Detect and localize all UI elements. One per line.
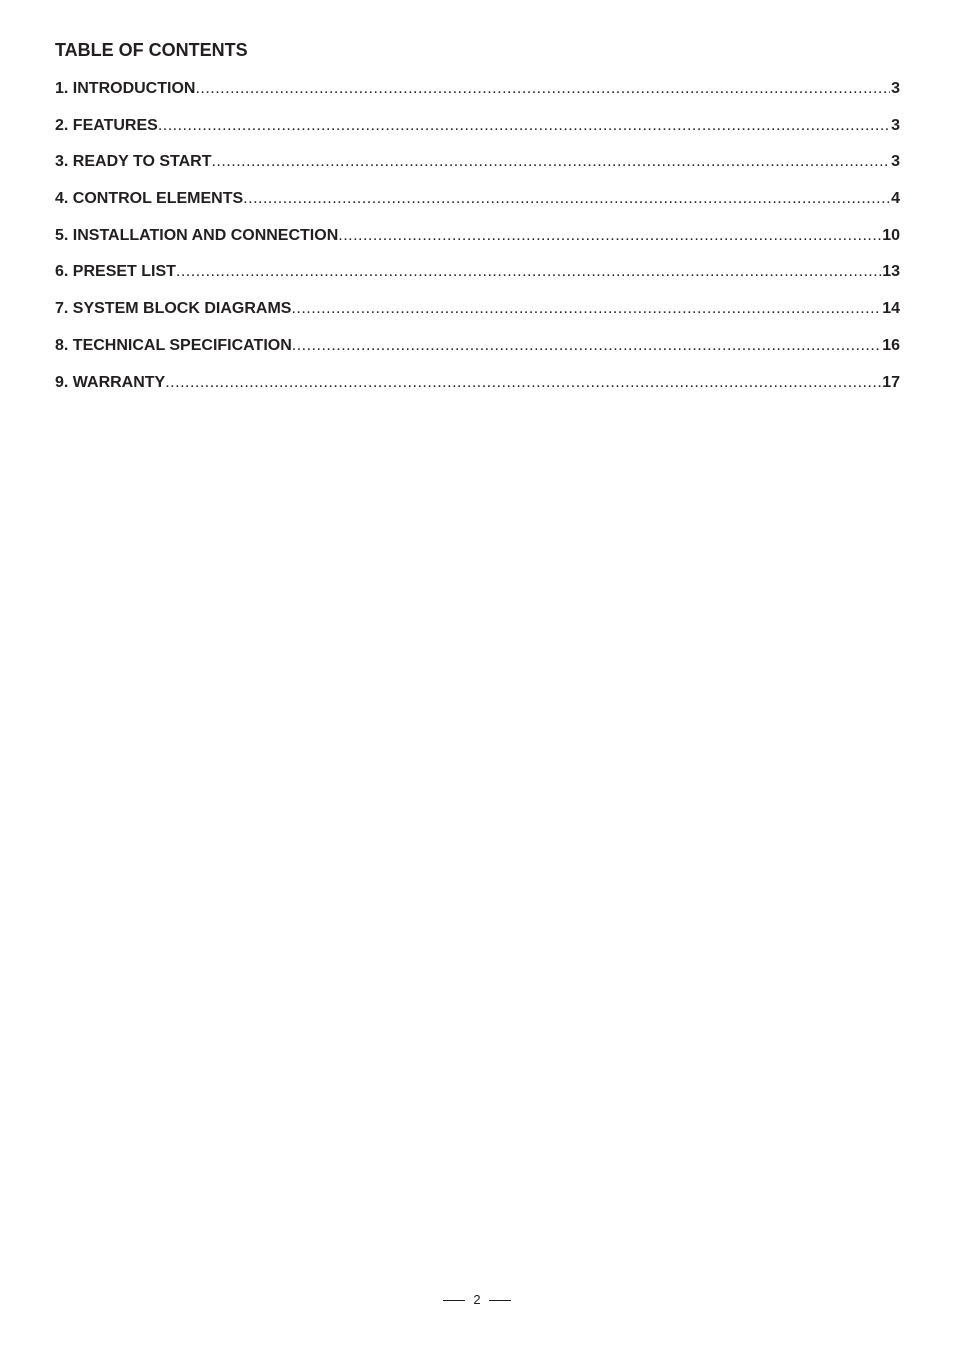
toc-entry-block-diagrams xyxy=(55,299,900,336)
toc-entry-installation xyxy=(55,226,900,263)
toc-dot-leader xyxy=(176,262,881,282)
toc-dot-leader xyxy=(211,152,890,172)
toc-entry-page: 3 xyxy=(891,153,900,171)
toc-entry-page: 13 xyxy=(882,263,900,281)
toc-entry-title: 5. INSTALLATION AND CONNECTION xyxy=(55,226,339,244)
toc-entry-page: 3 xyxy=(891,80,900,97)
toc-entry-page: 4 xyxy=(891,190,900,208)
toc-entry-control-elements xyxy=(55,189,900,226)
page-number: 2 xyxy=(473,1292,481,1307)
toc-entry-title: 6. PRESET LIST xyxy=(55,263,176,281)
toc-entry-features xyxy=(55,116,900,153)
toc-entry-page: 10 xyxy=(882,226,900,244)
toc-list xyxy=(55,79,900,409)
toc-entry-title: 9. WARRANTY xyxy=(55,373,166,391)
toc-entry-title: 2. FEATURES xyxy=(55,116,158,134)
toc-entry-ready-to-start xyxy=(55,152,900,189)
page-footer xyxy=(0,1292,954,1308)
toc-dot-leader xyxy=(243,189,890,209)
toc-entry-introduction xyxy=(55,79,900,116)
toc-dot-leader xyxy=(291,299,881,319)
toc-dot-leader xyxy=(165,373,881,393)
toc-entry-title: 3. READY TO START xyxy=(55,153,212,171)
toc-dot-leader xyxy=(158,116,890,136)
toc-dot-leader xyxy=(338,226,881,246)
toc-entry-warranty xyxy=(55,373,900,410)
footer-rule-right xyxy=(489,1300,511,1301)
toc-entry-page: 14 xyxy=(882,300,900,318)
toc-heading: TABLE OF CONTENTS xyxy=(55,40,248,60)
toc-entry-page: 16 xyxy=(882,336,900,354)
toc-dot-leader xyxy=(195,79,890,99)
toc-entry-page: 17 xyxy=(882,373,900,391)
toc-entry-page: 3 xyxy=(891,116,900,134)
toc-entry-preset-list xyxy=(55,262,900,299)
toc-entry-title: 4. CONTROL ELEMENTS xyxy=(55,190,244,208)
toc-dot-leader xyxy=(292,336,881,356)
toc-entry-technical-specification xyxy=(55,336,900,373)
toc-entry-title: 7. SYSTEM BLOCK DIAGRAMS xyxy=(55,300,292,318)
toc-entry-title: 8. TECHNICAL SPECIFICATION xyxy=(55,336,292,354)
toc-entry-title: 1. INTRODUCTION xyxy=(55,80,196,97)
footer-rule-left xyxy=(443,1300,465,1301)
